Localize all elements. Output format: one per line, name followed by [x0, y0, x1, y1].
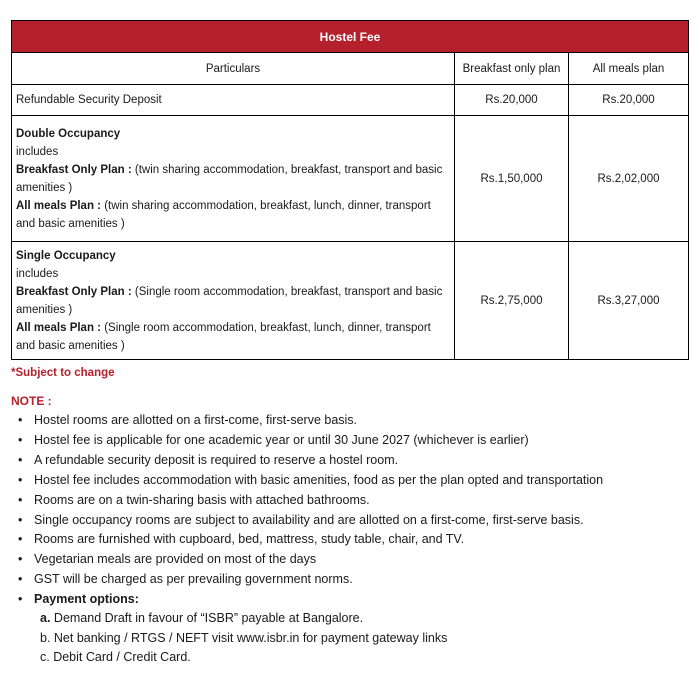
- list-item: [14, 451, 694, 471]
- note-text: Hostel fee is applicable for one academic year or until 30 June 2027 (whichever is earlier): [34, 432, 529, 447]
- header-all-meals-plan: All meals plan: [569, 53, 689, 85]
- table-title-row: [12, 21, 689, 53]
- notes-list: [14, 411, 694, 610]
- all-meals-plan-text: (twin sharing accommodation, breakfast, lunch, dinner, transport and basic amenities ): [16, 199, 431, 230]
- bullet-icon: •: [18, 552, 23, 567]
- note-text: Hostel fee includes accommodation with basic amenities, food as per the plan opted and transportation: [34, 472, 604, 487]
- all-meals-price: Rs.20,000: [569, 85, 689, 116]
- includes-text: includes: [16, 267, 59, 280]
- bullet-icon: •: [18, 413, 23, 427]
- table-title: Hostel Fee: [12, 21, 689, 53]
- row-label: Refundable Security Deposit: [12, 85, 455, 116]
- breakfast-price: Rs.2,75,000: [455, 242, 569, 360]
- breakfast-price: Rs.1,50,000: [455, 116, 569, 242]
- bullet-icon: •: [18, 532, 23, 547]
- note-text: Single occupancy rooms are subject to availability and are allotted on a first-come, first-serve basis.: [34, 512, 584, 527]
- breakfast-plan-label: Breakfast Only Plan :: [16, 163, 132, 176]
- bullet-icon: •: [18, 472, 23, 487]
- bullet-icon: •: [18, 592, 23, 607]
- list-item: [14, 570, 694, 590]
- list-item: [14, 590, 694, 610]
- all-meals-plan-text: (Single room accommodation, breakfast, lunch, dinner, transport and basic amenities ): [16, 321, 431, 352]
- list-item: c. Debit Card / Credit Card.: [40, 650, 191, 664]
- payment-options-title: Payment options:: [34, 592, 139, 607]
- note-text: GST will be charged as per prevailing government norms.: [34, 572, 353, 587]
- bullet-icon: •: [18, 572, 23, 587]
- all-meals-plan-label: All meals Plan :: [16, 199, 102, 212]
- note-title: NOTE :: [11, 394, 52, 408]
- note-text: Rooms are on a twin-sharing basis with attached bathrooms.: [34, 492, 370, 507]
- list-item: [14, 530, 694, 550]
- hostel-fee-section: [11, 20, 688, 360]
- breakfast-plan-text: (twin sharing accommodation, breakfast, transport and basic amenities ): [16, 163, 443, 194]
- bullet-icon: •: [18, 432, 23, 447]
- table-header-row: [12, 53, 689, 85]
- list-item: [40, 609, 447, 629]
- all-meals-price: Rs.2,02,000: [569, 116, 689, 242]
- header-particulars: Particulars: [12, 53, 455, 85]
- list-item: [14, 471, 694, 491]
- note-text: Hostel rooms are allotted on a first-come, first-serve basis.: [34, 413, 358, 427]
- payment-options-list: [40, 609, 447, 668]
- header-breakfast-plan: Breakfast only plan: [455, 53, 569, 85]
- occupancy-heading: Single Occupancy: [16, 249, 116, 262]
- all-meals-plan-label: All meals Plan :: [16, 321, 102, 334]
- note-text: Vegetarian meals are provided on most of the days: [34, 552, 317, 567]
- option-a-text: Demand Draft in favour of “ISBR” payable at Bangalore.: [50, 611, 364, 625]
- table-row: [12, 85, 689, 116]
- breakfast-price: Rs.20,000: [455, 85, 569, 116]
- table-row: [12, 242, 689, 360]
- occupancy-heading: Double Occupancy: [16, 127, 121, 140]
- list-item: [14, 491, 694, 511]
- note-text: Rooms are furnished with cupboard, bed, mattress, study table, chair, and TV.: [34, 532, 465, 547]
- table-row: [12, 116, 689, 242]
- double-occupancy-details: [12, 116, 455, 242]
- list-item: b. Net banking / RTGS / NEFT visit www.isbr.in for payment gateway links: [40, 630, 448, 645]
- all-meals-price: Rs.3,27,000: [569, 242, 689, 360]
- breakfast-plan-label: Breakfast Only Plan :: [16, 285, 132, 298]
- breakfast-plan-text: (Single room accommodation, breakfast, transport and basic amenities ): [16, 285, 443, 316]
- list-item: [14, 550, 694, 570]
- list-item: [14, 511, 694, 531]
- list-item: [14, 431, 694, 451]
- includes-text: includes: [16, 145, 59, 158]
- bullet-icon: •: [18, 512, 23, 527]
- hostel-fee-table: [11, 20, 689, 360]
- subject-to-change-note: *Subject to change: [11, 367, 115, 379]
- bullet-icon: •: [18, 452, 23, 467]
- list-item: [14, 411, 694, 431]
- option-a-label: a.: [40, 611, 51, 625]
- note-text: A refundable security deposit is required to reserve a hostel room.: [34, 452, 399, 467]
- bullet-icon: •: [18, 492, 23, 507]
- single-occupancy-details: [12, 242, 455, 360]
